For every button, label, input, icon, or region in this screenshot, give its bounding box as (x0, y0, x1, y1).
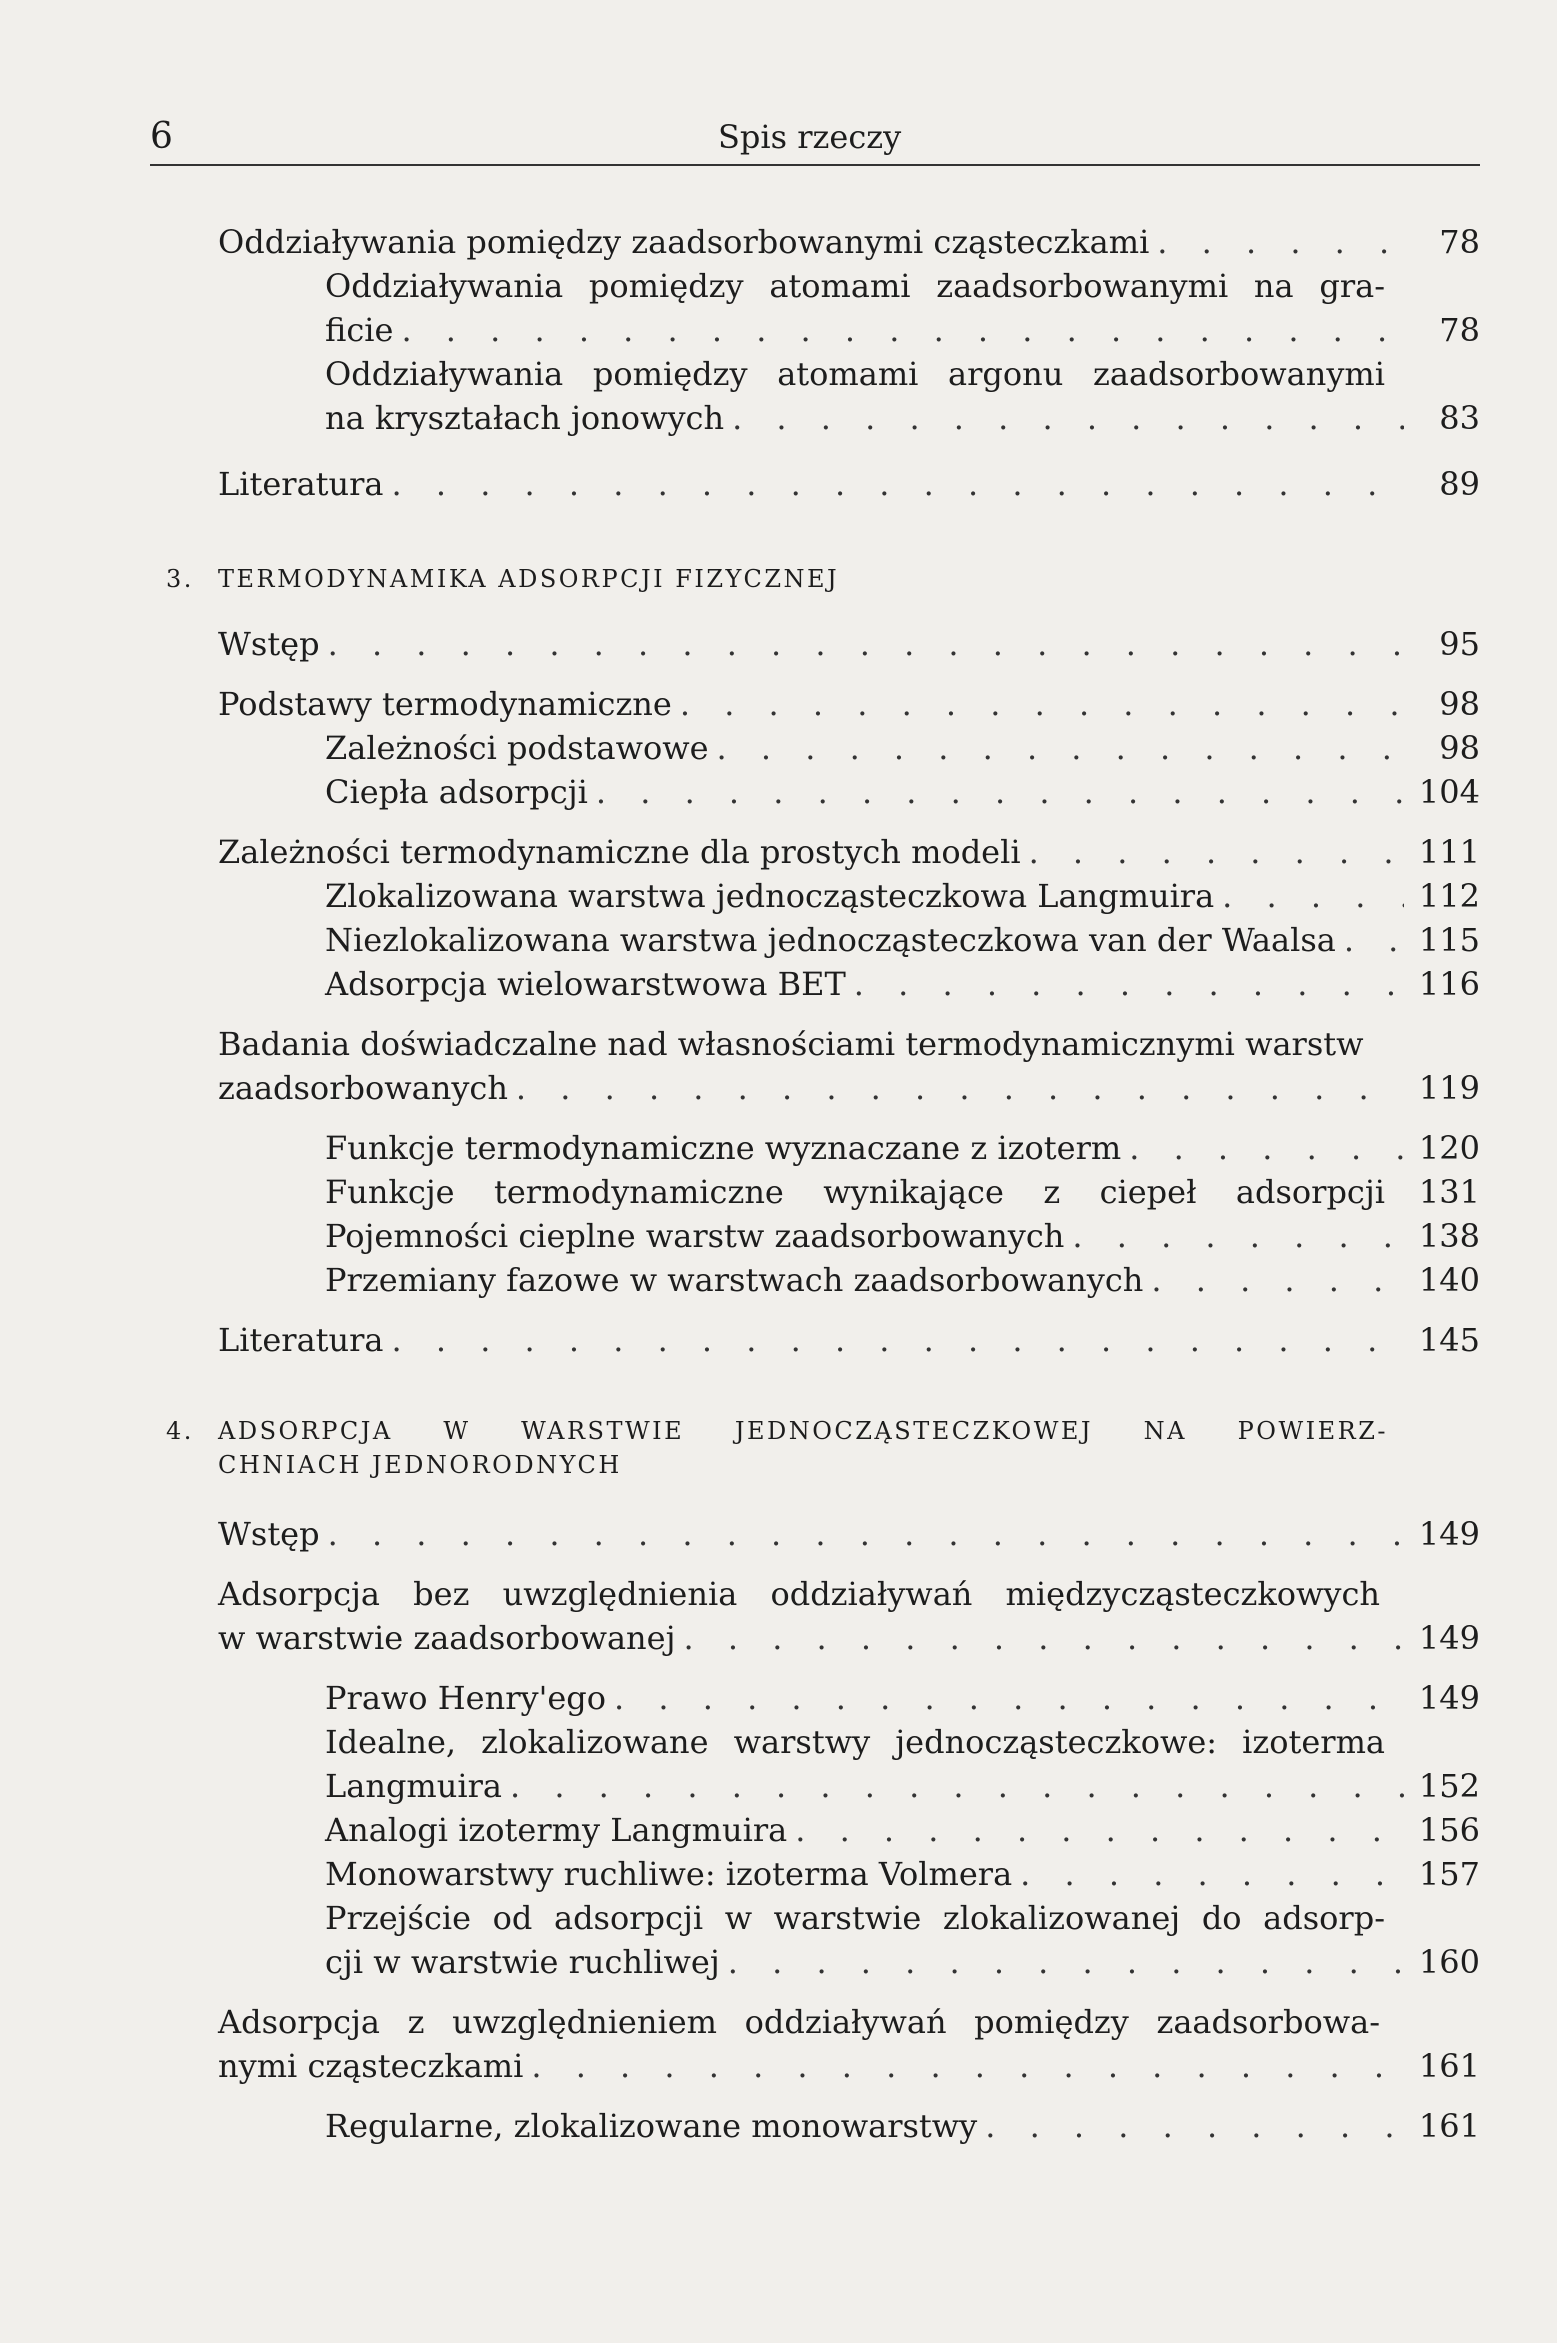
toc-entry: Wstęp . . . 149 (218, 1512, 1480, 1556)
toc-entry: Idealne, zlokalizowane warstwy jednocząsteczkowe: izoterma Langmuira . . . 152 (325, 1720, 1480, 1808)
page-number: 6 (150, 116, 173, 157)
toc-entry: Przemiany fazowe w warstwach zaadsorbowanych . . . 140 (325, 1258, 1480, 1302)
toc-entry: Oddziaływania pomiędzy atomami zaadsorbowanymi na gra- ficie . . . 78 (325, 264, 1480, 352)
toc-entry: Funkcje termodynamiczne wynikające z ciepeł adsorpcji 131 (325, 1173, 1480, 1211)
toc-entry: Zależności termodynamiczne dla prostych modeli . . . 111 (218, 830, 1480, 874)
toc-entry: Podstawy termodynamiczne . . . 98 (218, 682, 1480, 726)
toc-entry: Adsorpcja wielowarstwowa BET . . . 116 (325, 962, 1480, 1006)
toc-entry: Adsorpcja bez uwzględnienia oddziaływań międzycząsteczkowych w warstwie zaadsorbowanej . . . 149 (218, 1572, 1480, 1660)
toc-entry: Niezlokalizowana warstwa jednocząsteczkowa van der Waalsa . . . 115 (325, 918, 1480, 962)
toc-entry: Przejście od adsorpcji w warstwie zlokalizowanej do adsorp- cji w warstwie ruchliwej . . . 160 (325, 1896, 1480, 1984)
running-title: Spis rzeczy (718, 118, 902, 156)
toc-entry: Prawo Henry'ego . . . 149 (325, 1676, 1480, 1720)
toc-entry: Funkcje termodynamiczne wyznaczane z izoterm . . . 120 (325, 1126, 1480, 1170)
toc-entry: Adsorpcja z uwzględnieniem oddziaływań pomiędzy zaadsorbowa- nymi cząsteczkami . . . 161 (218, 2000, 1480, 2088)
chapter-heading: 3. TERMODYNAMIKA ADSORPCJI FIZYCZNEJ (166, 565, 840, 593)
toc-entry: Pojemności cieplne warstw zaadsorbowanych . . . 138 (325, 1214, 1480, 1258)
toc-entry: Literatura . . . 89 (218, 462, 1480, 506)
toc-entry: Oddziaływania pomiędzy atomami argonu zaadsorbowanymi na kryształach jonowych . . . 83 (325, 352, 1480, 440)
toc-entry: Zależności podstawowe . . . 98 (325, 726, 1480, 770)
toc-entry: Wstęp . . . 95 (218, 622, 1480, 666)
header-rule (150, 164, 1480, 166)
chapter-heading: 4. ADSORPCJA W WARSTWIE JEDNOCZĄSTECZKOWEJ NA POWIERZ- CHNIACH JEDNORODNYCH (166, 1417, 1388, 1479)
toc-entry: Badania doświadczalne nad własnościami termodynamicznymi warstw zaadsorbowanych . . . 119 (218, 1022, 1480, 1110)
toc-entry: Literatura . . . 145 (218, 1318, 1480, 1362)
toc-entry: Ciepła adsorpcji . . . 104 (325, 770, 1480, 814)
toc-entry: Regularne, zlokalizowane monowarstwy . . . 161 (325, 2104, 1480, 2148)
toc-entry: Monowarstwy ruchliwe: izoterma Volmera . . . 157 (325, 1852, 1480, 1896)
toc-entry: Zlokalizowana warstwa jednocząsteczkowa Langmuira . . . 112 (325, 874, 1480, 918)
toc-entry: Oddziaływania pomiędzy zaadsorbowanymi cząsteczkami . . . 78 (218, 220, 1480, 264)
toc-entry: Analogi izotermy Langmuira . . . 156 (325, 1808, 1480, 1852)
